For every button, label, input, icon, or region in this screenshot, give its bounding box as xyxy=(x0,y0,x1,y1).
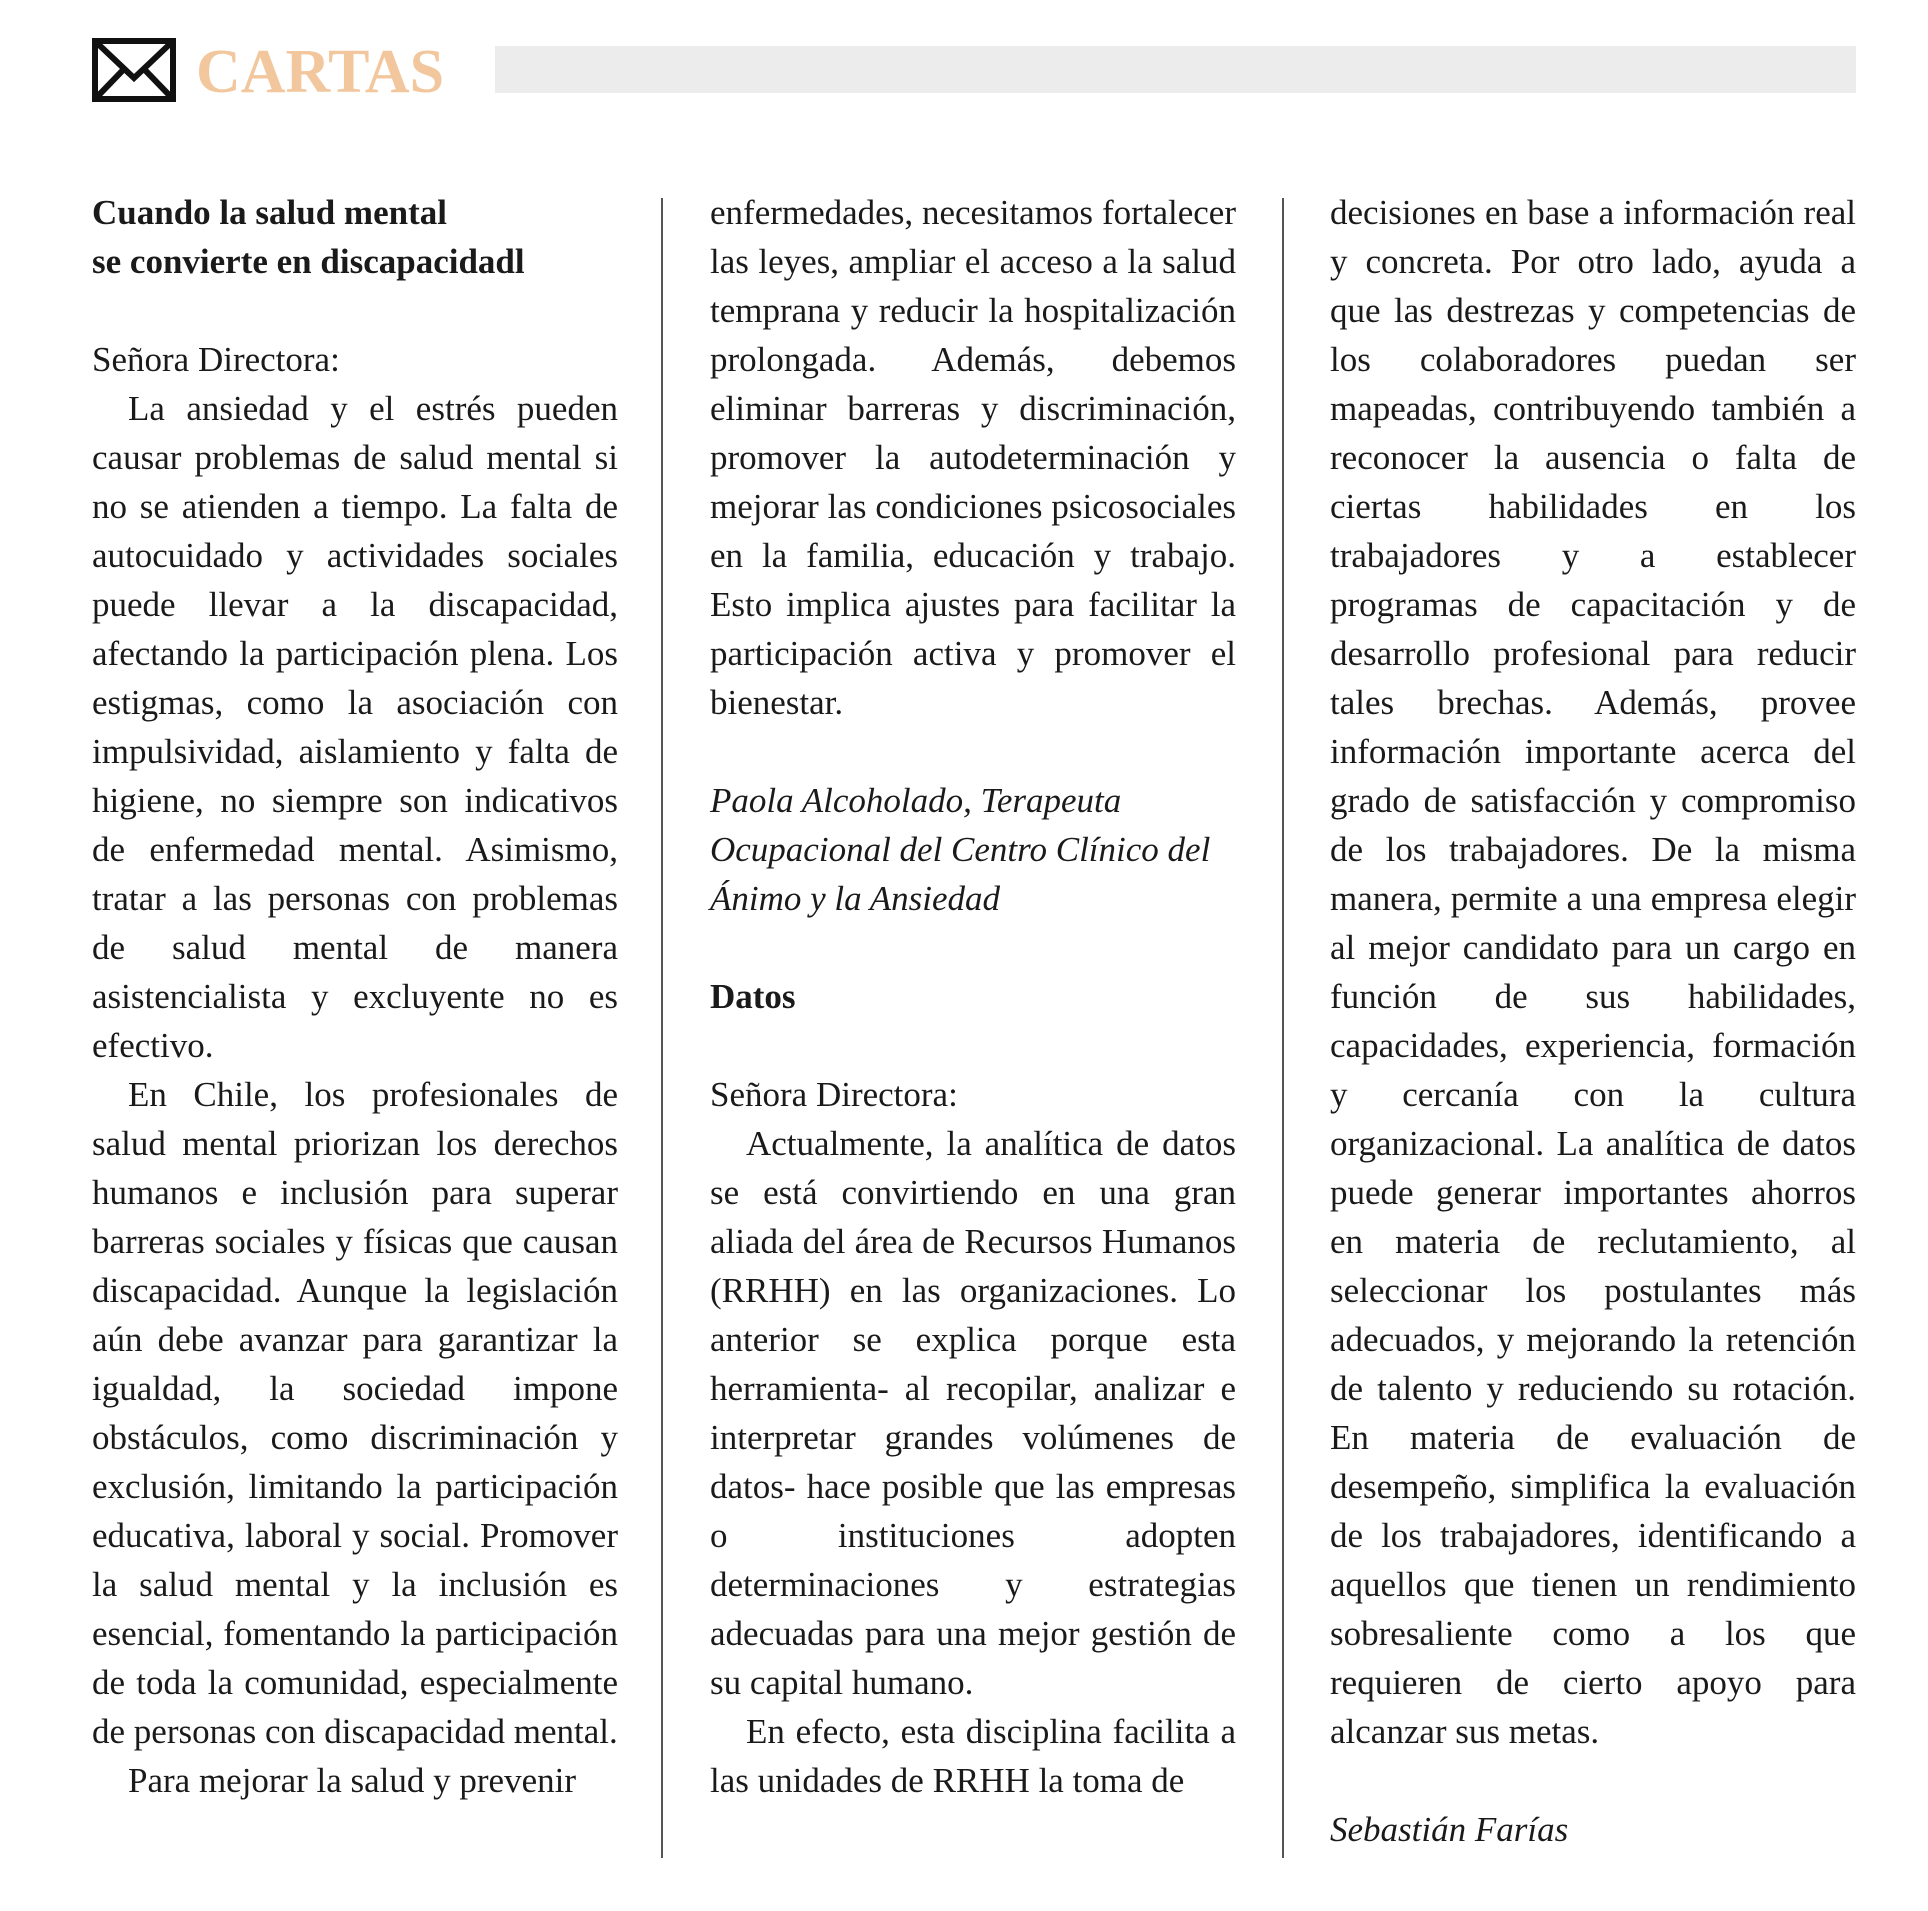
column-2 xyxy=(710,188,1236,1805)
signature-line-1: Paola Alcoholado, Terapeuta xyxy=(710,781,1122,820)
headline-line-1: Cuando la salud mental xyxy=(92,193,447,232)
letter-1-salutation: Señora Directora: xyxy=(92,340,340,379)
letter-2-paragraph: En efecto, esta disciplina facilita a las unidades de RRHH la toma de xyxy=(710,1712,1236,1800)
letter-1-headline xyxy=(92,188,618,286)
signature-line-2: Ocupacional del Centro Clínico del xyxy=(710,830,1211,869)
envelope-icon xyxy=(92,38,176,102)
letter-2-salutation: Señora Directora: xyxy=(710,1075,958,1114)
letter-1-paragraph: La ansiedad y el estrés pueden causar problemas de salud mental si no se atienden a tiempo. La falta de autocuidado y actividades sociales puede llevar a la discapacidad, afectando la participación plena. Los estigmas, como la asociación con impulsividad, aislamiento y falta de higiene, no siempre son indicativos de enfermedad mental. Asimismo, tratar a las personas con problemas de salud mental de manera asistencialista y excluyente no es efectivo. xyxy=(92,389,618,1065)
letter-1-signature xyxy=(710,776,1236,923)
headline-line-2: se convierte en discapacidadl xyxy=(92,242,525,281)
column-divider xyxy=(1282,198,1284,1858)
letter-2-signature: Sebastián Farías xyxy=(1330,1810,1569,1849)
signature-line-3: Ánimo y la Ansiedad xyxy=(710,879,1001,918)
column-3 xyxy=(1330,188,1856,1854)
letter-1-paragraph: Para mejorar la salud y prevenir xyxy=(128,1761,577,1800)
letter-2-headline: Datos xyxy=(710,977,796,1016)
column-1 xyxy=(92,188,618,1805)
column-divider xyxy=(661,198,663,1858)
header-bar xyxy=(495,46,1856,93)
section-header xyxy=(92,38,1856,106)
letter-1-continuation: enfermedades, necesitamos fortalecer las leyes, ampliar el acceso a la salud temprana y reducir la hospitalización prolongada. Además, debemos eliminar barreras y discriminación, promover la autodeterminación y mejorar las condiciones psicosociales en la familia, educación y trabajo. Esto implica ajustes para facilitar la participación activa y promover el bienestar. xyxy=(710,193,1236,722)
letter-1-paragraph: En Chile, los profesionales de salud mental priorizan los derechos humanos e inclusión para superar barreras sociales y físicas que causan discapacidad. Aunque la legislación aún debe avanzar para garantizar la igualdad, la sociedad impone obstáculos, como discriminación y exclusión, limitando la participación educativa, laboral y social. Promover la salud mental y la inclusión es esencial, fomentando la participación de toda la comunidad, especialmente de personas con discapacidad mental. xyxy=(92,1075,618,1751)
section-title: CARTAS xyxy=(196,38,445,106)
letter-2-paragraph: Actualmente, la analítica de datos se está convirtiendo en una gran aliada del área de Recursos Humanos (RRHH) en las organizaciones. Lo anterior se explica porque esta herramienta- al recopilar, analizar e interpretar grandes volúmenes de datos- hace posible que las empresas o instituciones adopten determinaciones y estrategias adecuadas para una mejor gestión de su capital humano. xyxy=(710,1124,1236,1702)
letter-2-continuation: decisiones en base a información real y concreta. Por otro lado, ayuda a que las destrezas y competencias de los colaboradores puedan ser mapeadas, contribuyendo también a reconocer la ausencia o falta de ciertas habilidades en los trabajadores y a establecer programas de capacitación y de desarrollo profesional para reducir tales brechas. Además, provee información importante acerca del grado de satisfacción y compromiso de los trabajadores. De la misma manera, permite a una empresa elegir al mejor candidato para un cargo en función de sus habilidades, capacidades, experiencia, formación y cercanía con la cultura organizacional. La analítica de datos puede generar importantes ahorros en materia de reclutamiento, al seleccionar los postulantes más adecuados, y mejorando la retención de talento y reduciendo su rotación. En materia de evaluación de desempeño, simplifica la evaluación de los trabajadores, identificando a aquellos que tienen un rendimiento sobresaliente como a los que requieren de cierto apoyo para alcanzar sus metas. xyxy=(1330,193,1856,1751)
